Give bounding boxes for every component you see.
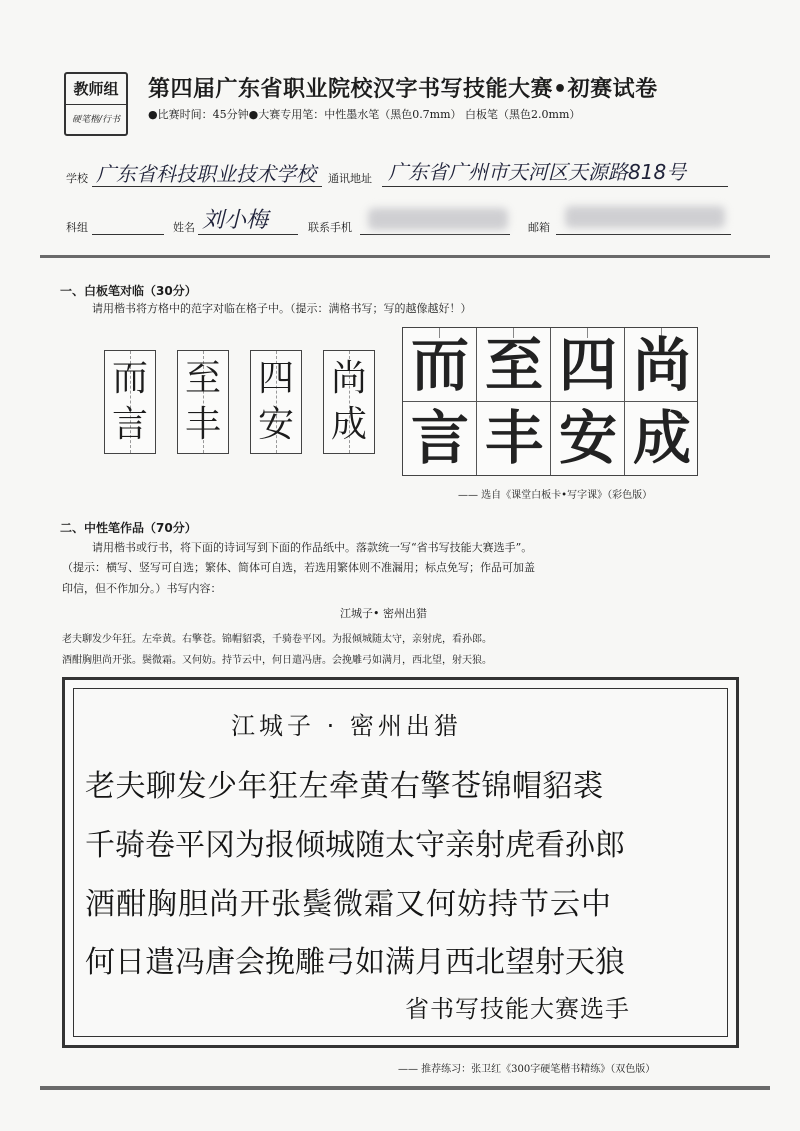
poem-line-1: 老夫聊发少年狂。左牵黄。右擎苍。锦帽貂裘，千骑卷平冈。为报倾城随太守，亲射虎，看孙郎。 <box>62 634 492 645</box>
badge-style-label: 硬笔楷/行书 <box>71 115 121 125</box>
section1-heading: 一、白板笔对临（30分） <box>60 284 197 298</box>
work-paper[interactable] <box>62 677 739 1048</box>
group-badge <box>64 72 128 136</box>
section1-instruction: 请用楷书将方格中的范字对临在格子中。（提示：满格书写；写的越像越好！） <box>92 302 472 315</box>
work-line-2: 千骑卷平冈为报倾城随太守亲射虎看孙郎 <box>85 828 625 863</box>
email-underline <box>556 234 731 235</box>
practice-grid[interactable] <box>402 327 698 476</box>
poem-title: 江城子• 密州出猎 <box>340 607 427 620</box>
section2-instruction-3: 印信，但不作加分。）书写内容： <box>62 582 222 595</box>
address-underline <box>382 186 728 187</box>
header-divider <box>40 255 770 258</box>
grid-char: 至 <box>484 331 543 399</box>
phone-underline <box>360 234 510 235</box>
email-label: 邮箱 <box>528 221 550 234</box>
work-line-3: 酒酣胸胆尚开张鬓微霜又何妨持节云中 <box>85 887 612 922</box>
sample-box-2 <box>177 350 229 454</box>
work-line-4: 何日遣冯唐会挽雕弓如满月西北望射天狼 <box>85 945 625 980</box>
name-value[interactable]: 刘小梅 <box>202 208 269 233</box>
email-redacted <box>565 206 725 228</box>
grid-char: 尚 <box>632 331 691 399</box>
exam-spec: ●比赛时间：45分钟●大赛专用笔：中性墨水笔（黑色0.7mm） 白板笔（黑色2.0mm） <box>148 108 581 121</box>
sample-char: 言 <box>111 404 148 445</box>
grid-char: 安 <box>558 404 617 472</box>
work-title: 江城子 · 密州出猎 <box>231 712 462 740</box>
dept-underline[interactable] <box>92 234 164 235</box>
section1-source: —— 选自《课堂白板卡•写字课》（彩色版） <box>458 490 653 501</box>
phone-label: 联系手机 <box>308 221 352 234</box>
dept-label: 科组 <box>66 221 88 234</box>
recommend-text: —— 推荐练习：张卫红《300字硬笔楷书精练》（双色版） <box>398 1064 656 1075</box>
address-value[interactable]: 广东省广州市天河区天源路818号 <box>388 160 687 184</box>
badge-group-label: 教师组 <box>66 74 126 105</box>
grid-char: 言 <box>410 404 469 472</box>
school-label: 学校 <box>66 172 88 185</box>
poem-line-2: 酒酣胸胆尚开张。鬓微霜。又何妨。持节云中，何日遣冯唐。会挽雕弓如满月，西北望，射天狼。 <box>62 655 492 666</box>
grid-char: 丰 <box>484 404 543 472</box>
sample-char: 尚 <box>330 358 367 399</box>
name-underline <box>198 234 298 235</box>
section2-instruction-2: （提示：横写、竖写可自选；繁体、简体可自选，若选用繁体则不准漏用；标点免写；作品可加盖 <box>62 561 535 574</box>
work-line-1: 老夫聊发少年狂左牵黄右擎苍锦帽貂裘 <box>85 769 604 804</box>
footer-divider <box>40 1086 770 1090</box>
school-value[interactable]: 广东省科技职业技术学校 <box>96 162 316 186</box>
sample-char: 四 <box>257 358 294 399</box>
sample-char: 安 <box>257 404 294 445</box>
sample-box-4 <box>323 350 375 454</box>
grid-char: 而 <box>410 331 469 399</box>
grid-char: 四 <box>558 331 617 399</box>
sample-char: 而 <box>111 358 148 399</box>
work-signature: 省书写技能大赛选手 <box>405 995 630 1023</box>
address-label: 通讯地址 <box>328 172 372 185</box>
sample-box-3 <box>250 350 302 454</box>
section2-heading: 二、中性笔作品（70分） <box>60 521 197 535</box>
sample-char: 成 <box>330 404 367 445</box>
name-label: 姓名 <box>173 221 195 234</box>
sample-box-1 <box>104 350 156 454</box>
sample-char: 至 <box>184 358 221 399</box>
phone-redacted <box>368 208 508 230</box>
section2-instruction-1: 请用楷书或行书，将下面的诗词写到下面的作品纸中。落款统一写“省书写技能大赛选手”。 <box>92 541 533 554</box>
sample-char: 丰 <box>184 404 221 445</box>
grid-char: 成 <box>632 404 691 472</box>
exam-title: 第四届广东省职业院校汉字书写技能大赛•初赛试卷 <box>148 77 658 102</box>
